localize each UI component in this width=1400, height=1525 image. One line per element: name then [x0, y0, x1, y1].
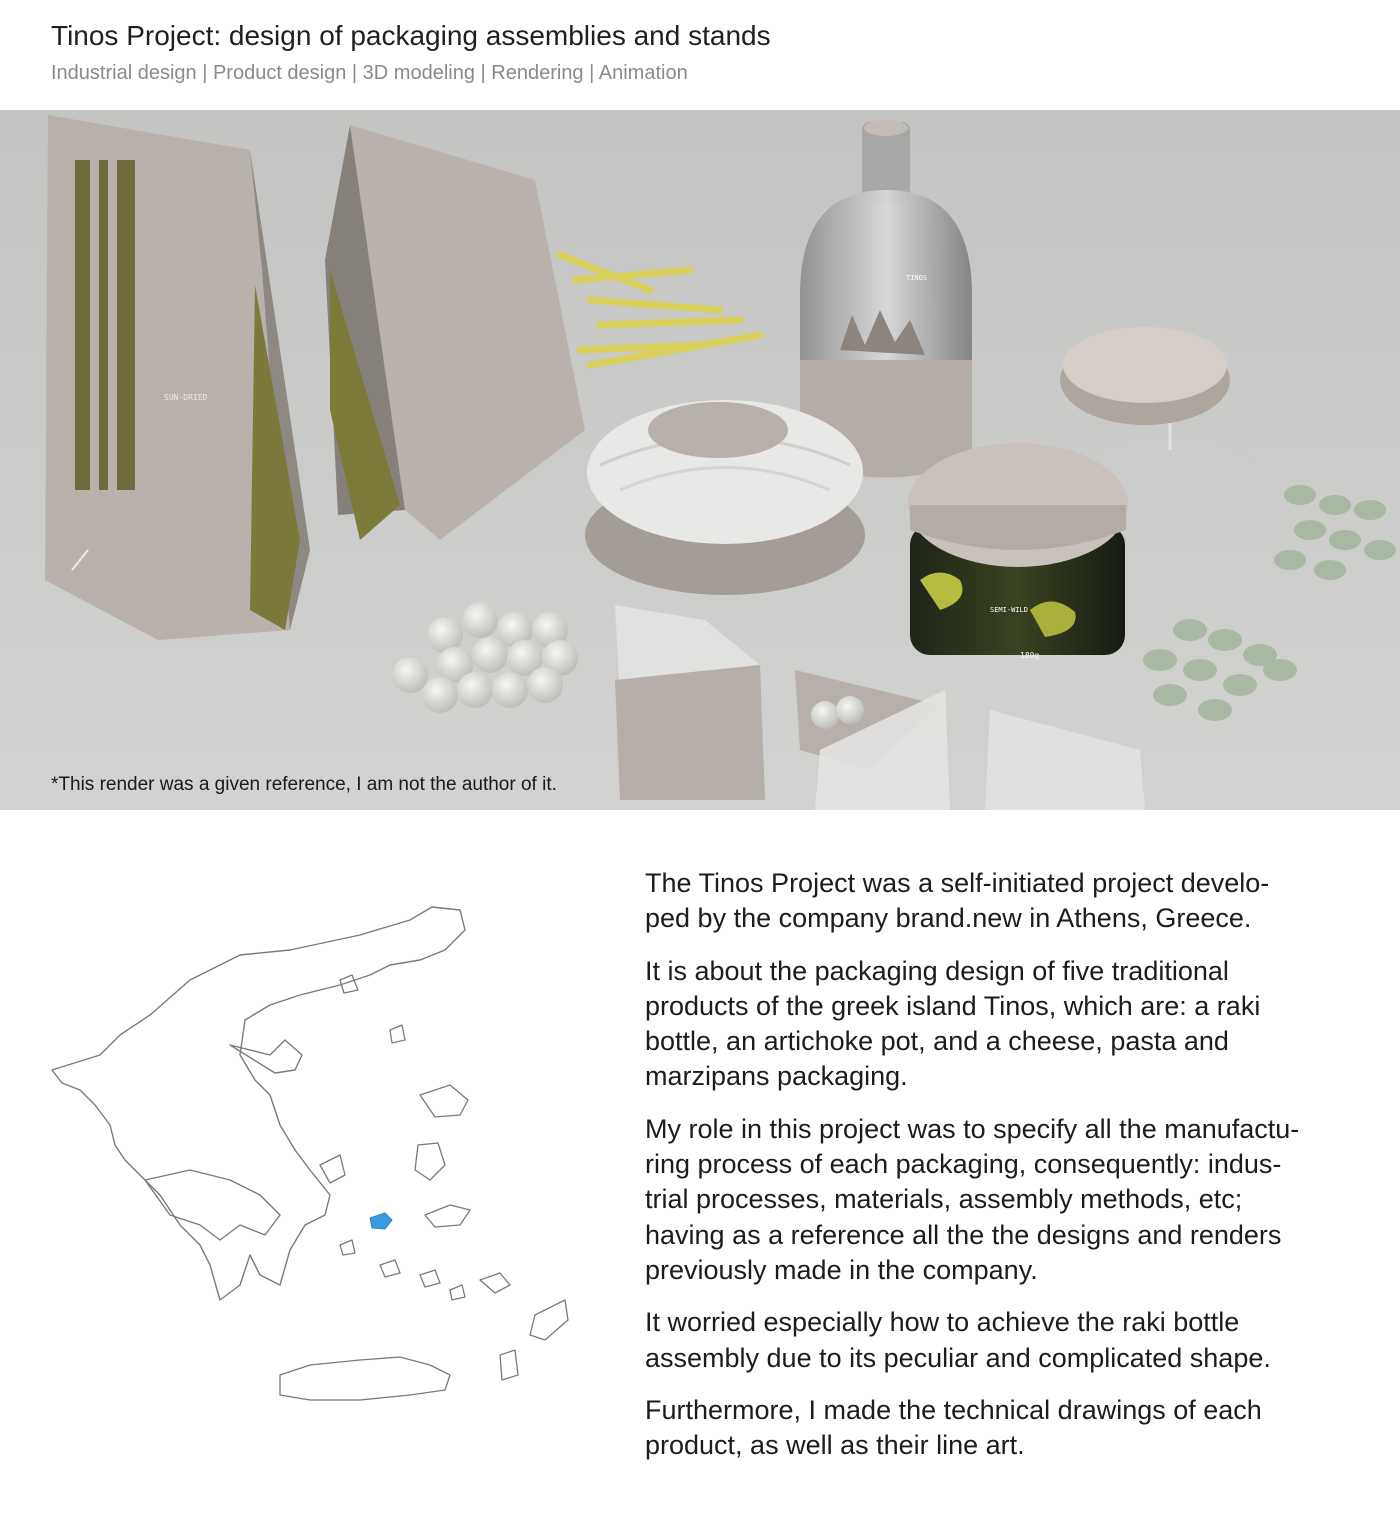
project-description	[645, 866, 1345, 1480]
page-title: Tinos Project: design of packaging assemblies and stands	[51, 20, 771, 51]
cheese-package	[585, 400, 865, 595]
mainland-outline	[52, 907, 465, 1300]
artichoke-pot	[908, 443, 1128, 660]
render-illustration	[0, 110, 1400, 810]
description-paragraph: It is about the packaging design of five traditional products of the greek island Tinos, which are: a raki bottle, an artichoke pot, and a cheese, pasta and marzipans packaging.	[645, 955, 1261, 1092]
greece-map	[40, 895, 580, 1435]
description-paragraph: It worried especially how to achieve the raki bottle assembly due to its peculiar and complicated shape.	[645, 1307, 1271, 1373]
svg-text:SEMI-WILD: SEMI-WILD	[990, 606, 1028, 614]
svg-text:TINOS: TINOS	[906, 274, 928, 282]
pot-weight: 180g	[1020, 651, 1040, 660]
discipline-tags: Industrial design | Product design | 3D modeling | Rendering | Animation	[51, 62, 688, 84]
description-paragraph: My role in this project was to specify all the manufactu- ring process of each packaging, consequently: indus- trial processes, materials, assembly methods, etc; having as a reference all the the designs and renders previously made in the company.	[645, 1113, 1300, 1285]
description-paragraph: Furthermore, I made the technical drawings of each product, as well as their line art.	[645, 1394, 1262, 1461]
render-credit-note: *This render was a given reference, I am not the author of it.	[51, 774, 557, 795]
description-paragraph: The Tinos Project was a self-initiated project develo- ped by the company brand.new in Athens, Greece.	[645, 868, 1270, 934]
tinos-island	[370, 1213, 392, 1229]
product-render	[0, 110, 1400, 810]
svg-text:SUN-DRIED: SUN-DRIED	[164, 393, 208, 402]
